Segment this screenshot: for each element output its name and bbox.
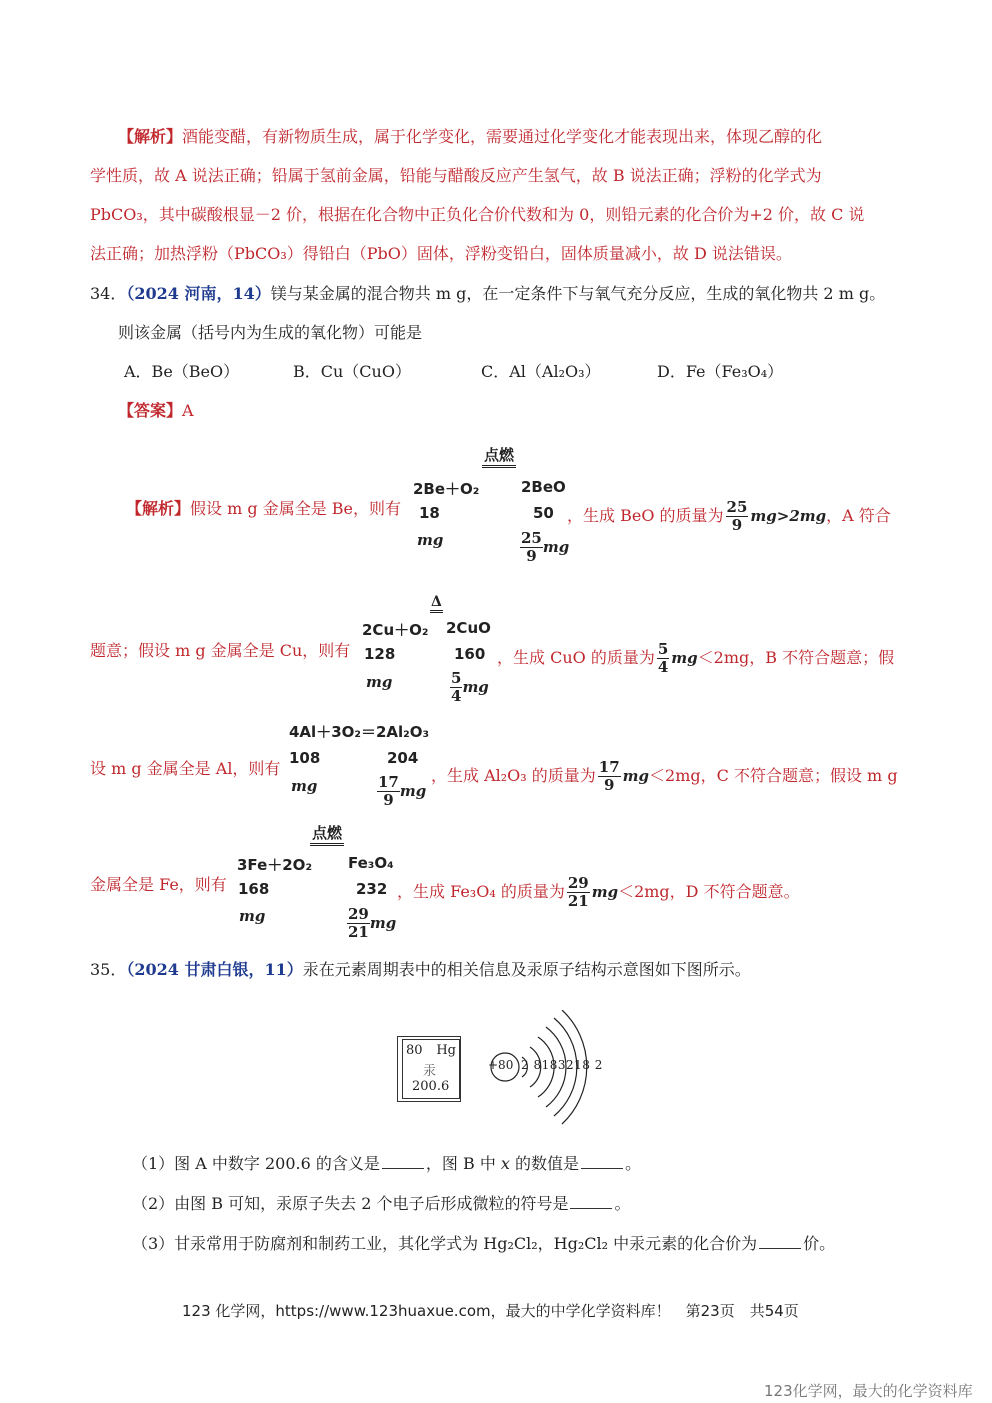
- q34-answer: 【答案】A: [118, 401, 194, 420]
- fe-analysis-text: 金属全是 Fe，则有: [90, 875, 227, 894]
- cu-analysis-text: 题意；假设 m g 金属全是 Cu，则有: [90, 641, 351, 660]
- al-var-2: $\frac{17}{9}$ mg: [378, 773, 427, 809]
- analysis-line-4: 法正确；加热浮粉（PbCO₃）得铅白（PbO）固体，浮粉变铅白，固体质量减小，故 D 说法错误。: [90, 244, 792, 263]
- q34-stem: 34．（2024 河南，14）镁与某金属的混合物共 m g，在一定条件下与氧气充分反应，生成的氧化物共 2 m g。: [90, 284, 886, 303]
- q34-option-a: A．Be（BeO）: [124, 362, 240, 381]
- fe-condition: 点燃: [310, 822, 344, 846]
- q35-sub-1: （1）图 A 中数字 200.6 的含义是 ，图 B 中 x 的数值是 。: [132, 1154, 642, 1173]
- q34-stem-2: 则该金属（括号内为生成的氧化物）可能是: [118, 323, 423, 342]
- al-var-1: mg: [291, 777, 318, 795]
- be-var-1: mg: [417, 531, 444, 549]
- al-equation: 4Al＋3O₂＝2Al₂O₃: [289, 723, 430, 741]
- fe-result: ，生成 Fe₃O₄ 的质量为 $\frac{29}{21}$ mg＜2mg，D 不符合题意。: [397, 874, 800, 910]
- cu-var-2: $\frac{5}{4}$ mg: [451, 669, 489, 705]
- blank-1[interactable]: [382, 1168, 424, 1169]
- q35-sub-3: （3）甘汞常用于防腐剂和制药工业，其化学式为 Hg₂Cl₂，Hg₂Cl₂ 中汞元素的化合价为 价。: [132, 1234, 836, 1253]
- fe-mass-1: 168: [238, 880, 270, 898]
- cu-reactants: 2Cu＋O₂: [362, 621, 429, 639]
- fe-mass-2: 232: [356, 880, 388, 898]
- be-product: 2BeO: [521, 478, 566, 496]
- cu-condition: Δ: [430, 594, 443, 613]
- blank-2[interactable]: [581, 1168, 623, 1169]
- cu-result: ，生成 CuO 的质量为 $\frac{5}{4}$ mg＜2mg，B 不符合题意；假: [497, 640, 895, 676]
- cu-var-1: mg: [366, 673, 393, 691]
- al-mass-2: 204: [387, 749, 419, 767]
- fe-var-1: mg: [239, 907, 266, 925]
- q34-option-b: B．Cu（CuO）: [293, 362, 411, 381]
- fe-product: Fe₃O₄: [348, 854, 394, 872]
- element-name: 汞: [423, 1064, 437, 1079]
- be-mass-2: 50: [533, 504, 554, 522]
- cu-mass-2: 160: [454, 645, 486, 663]
- be-var-2: $\frac{25}{9}$ mg: [521, 529, 570, 565]
- be-result: ，生成 BeO 的质量为 $\frac{25}{9}$ mg>2mg，A 符合: [567, 498, 891, 534]
- be-analysis-text: 【解析】假设 m g 金属全是 Be，则有: [126, 499, 402, 518]
- analysis-line-3: PbCO₃，其中碳酸根显－2 价，根据在化合物中正负化合价代数和为 0，则铅元素的化合价为+2 价，故 C 说: [90, 205, 865, 224]
- atomic-number: 80: [406, 1043, 423, 1058]
- atomic-mass: 200.6: [412, 1079, 450, 1094]
- cu-mass-1: 128: [364, 645, 396, 663]
- q34-option-c: C．Al（Al₂O₃）: [481, 362, 601, 381]
- cu-product: 2CuO: [446, 619, 491, 637]
- fe-reactants: 3Fe＋2O₂: [237, 856, 313, 874]
- nucleus-charge: +80: [488, 1058, 514, 1072]
- electron-shells: 2 8183218 2: [521, 1058, 603, 1072]
- element-symbol: Hg: [436, 1043, 456, 1058]
- al-result: ，生成 Al₂O₃ 的质量为 $\frac{17}{9}$ mg＜2mg，C 不符合题意；假设 m g: [431, 758, 898, 794]
- q35-stem: 35．（2024 甘肃白银，11）汞在元素周期表中的相关信息及汞原子结构示意图如下图所示。: [90, 960, 751, 979]
- analysis-line-2: 学性质，故 A 说法正确；铅属于氢前金属，铅能与醋酸反应产生氢气，故 B 说法正确；浮粉的化学式为: [90, 166, 822, 185]
- al-mass-1: 108: [289, 749, 321, 767]
- be-mass-1: 18: [419, 504, 440, 522]
- watermark: 123化学网，最大的化学资料库: [764, 1382, 973, 1400]
- be-reactants: 2Be＋O₂: [413, 480, 480, 498]
- element-tile: [397, 1036, 461, 1102]
- al-analysis-text: 设 m g 金属全是 Al，则有: [90, 759, 281, 778]
- be-condition: 点燃: [482, 444, 516, 468]
- q34-option-d: D．Fe（Fe₃O₄）: [657, 362, 784, 381]
- q35-sub-2: （2）由图 B 可知，汞原子失去 2 个电子后形成微粒的符号是 。: [132, 1194, 631, 1213]
- analysis-line-1: 【解析】酒能变醋，有新物质生成，属于化学变化，需要通过化学变化才能表现出来，体现乙醇的化: [118, 127, 823, 146]
- fe-var-2: $\frac{29}{21}$ mg: [348, 905, 397, 941]
- blank-3[interactable]: [570, 1208, 612, 1209]
- atom-structure-diagram: [480, 1010, 610, 1145]
- blank-4[interactable]: [759, 1248, 801, 1249]
- page-footer: 123 化学网，https://www.123huaxue.com，最大的中学化学资料库！ 第23页 共54页: [182, 1302, 799, 1320]
